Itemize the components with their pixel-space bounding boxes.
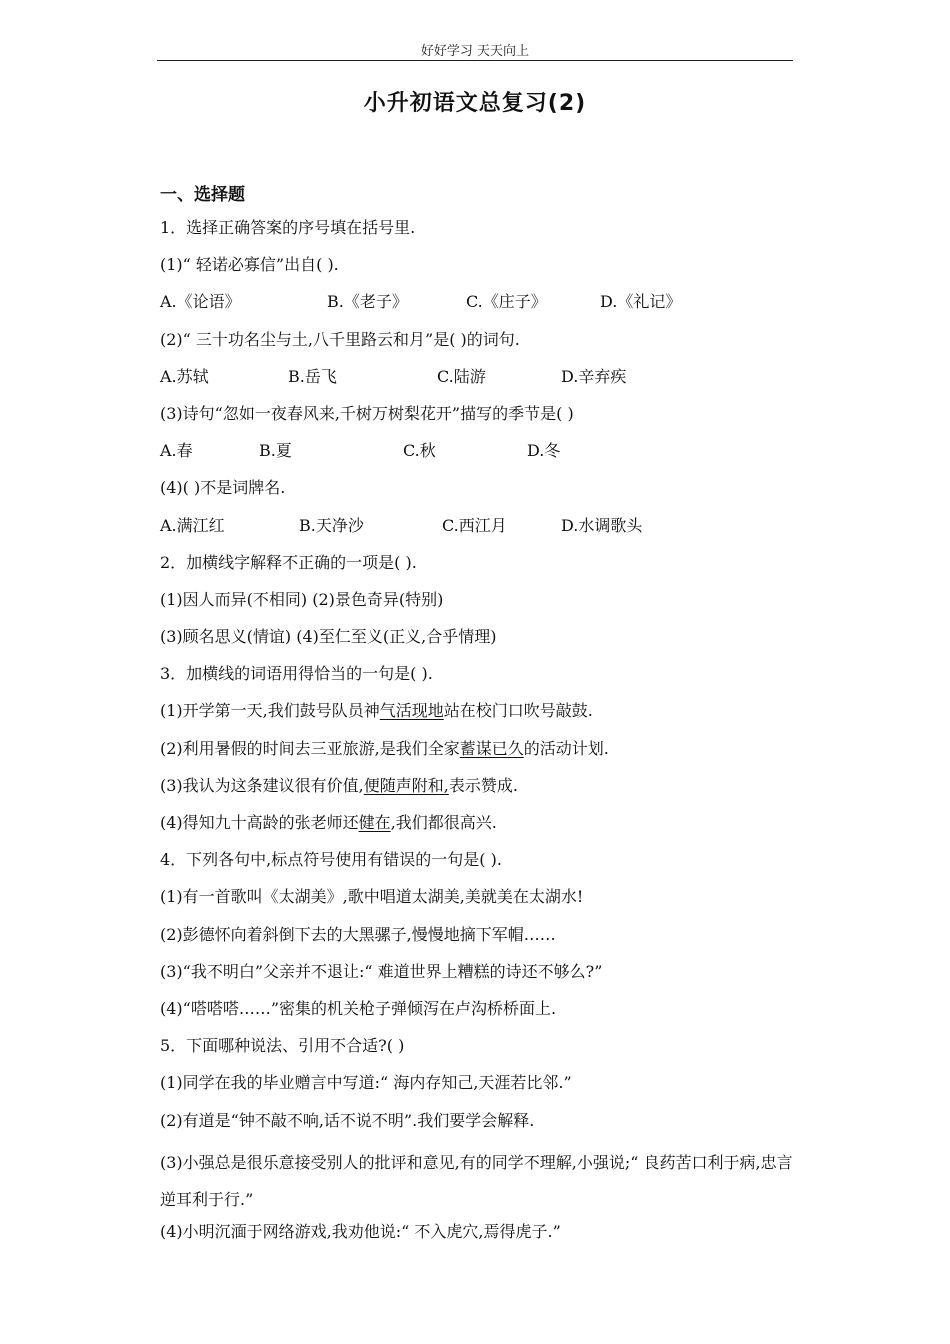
option-d: D.冬 — [527, 441, 561, 461]
sentence-text: (4)得知九十高龄的张老师还 — [160, 813, 359, 832]
option-d: D.水调歌头 — [561, 515, 643, 535]
underlined-phrase: 气活现地 — [379, 701, 444, 721]
question-4-stem: 4．下列各句中,标点符号使用有错误的一句是( ). — [160, 850, 502, 870]
option-d: D.辛弃疾 — [561, 366, 627, 386]
option-c: C.西江月 — [442, 515, 507, 535]
page-header: 好好学习 天天向上 — [420, 44, 530, 59]
sentence-text: 表示赞成. — [448, 775, 518, 795]
question-4-sub-1: (1)有一首歌叫《太湖美》,歌中唱道太湖美,美就美在太湖水! — [160, 887, 584, 907]
option-c: C.《庄子》 — [466, 292, 547, 312]
question-1-sub-3: (3)诗句“忽如一夜春风来,千树万树梨花开”描写的季节是( ) — [160, 403, 574, 423]
sentence-text: 的活动计划. — [523, 738, 609, 758]
question-list — [160, 214, 800, 1255]
option-b: B.夏 — [259, 441, 292, 461]
question-1-sub-3-options — [160, 437, 800, 474]
question-5-sub-2: (2)有道是“钟不敲不响,话不说不明”.我们要学会解释. — [160, 1110, 535, 1130]
option-a: A.苏轼 — [160, 366, 209, 386]
question-2-stem: 2．加横线字解释不正确的一项是( ). — [160, 552, 417, 572]
question-1-sub-1-options — [160, 288, 800, 325]
question-3-stem: 3．加横线的词语用得恰当的一句是( ). — [160, 664, 433, 684]
question-4-sub-4: (4)“嗒嗒嗒……”密集的机关枪子弹倾泻在卢沟桥桥面上. — [160, 998, 557, 1018]
question-5-sub-1: (1)同学在我的毕业赠言中写道:“ 海内存知己,天涯若比邻.” — [160, 1073, 572, 1093]
option-a: A.满江红 — [160, 515, 225, 535]
question-4-sub-3: (3)“我不明白”父亲并不退让:“ 难道世界上糟糕的诗还不够么?” — [160, 961, 603, 981]
question-5-sub-4: (4)小明沉湎于网络游戏,我劝他说:“ 不入虎穴,焉得虎子.” — [160, 1222, 561, 1242]
question-2-row-1: (1)因人而异(不相同) (2)景色奇异(特别) — [160, 589, 444, 609]
underlined-phrase: 蓄谋已久 — [459, 738, 524, 758]
option-b: B.《老子》 — [327, 292, 408, 312]
question-1-sub-2: (2)“ 三十功名尘与土,八千里路云和月”是( )的词句. — [160, 329, 520, 349]
question-5-stem: 5．下面哪种说法、引用不合适?( ) — [160, 1036, 405, 1056]
question-1-sub-4-options — [160, 512, 800, 549]
sentence-text: (2)利用暑假的时间去三亚旅游,是我们全家 — [160, 738, 460, 758]
sentence-text: ,我们都很高兴. — [390, 813, 497, 832]
option-d: D.《礼记》 — [600, 292, 682, 312]
sentence-text: 站在校门口吹号敲鼓. — [443, 701, 593, 721]
question-1-stem: 1．选择正确答案的序号填在括号里. — [160, 218, 416, 237]
question-3-sub-3 — [160, 772, 800, 809]
option-a: A.《论语》 — [160, 292, 241, 312]
sentence-text: (3)我认为这条建议很有价值, — [160, 775, 364, 795]
question-1-sub-1: (1)“ 轻诺必寡信”出自( ). — [160, 255, 339, 275]
question-3-sub-1 — [160, 697, 800, 734]
option-c: C.陆游 — [437, 366, 486, 386]
option-b: B.岳飞 — [288, 366, 337, 386]
underlined-phrase: 健在 — [358, 813, 391, 832]
question-5-sub-3: (3)小强总是很乐意接受别人的批评和意见,有的同学不理解,小强说;“ 良药苦口利于病,忠言逆耳利于行.” — [160, 1152, 793, 1209]
option-c: C.秋 — [403, 441, 436, 461]
underlined-phrase: 便随声附和, — [363, 775, 449, 795]
question-1-sub-4: (4)( )不是词牌名. — [160, 478, 286, 498]
header-divider — [157, 60, 793, 61]
question-3-sub-2 — [160, 735, 800, 772]
sentence-text: (1)开学第一天,我们鼓号队员神 — [160, 701, 380, 721]
question-2-row-2: (3)顾名思义(情谊) (4)至仁至义(正义,合乎情理) — [160, 627, 497, 647]
question-1-sub-2-options — [160, 363, 800, 400]
option-b: B.天净沙 — [299, 515, 364, 535]
document-title: 小升初语文总复习(2) — [363, 91, 587, 116]
question-4-sub-2: (2)彭德怀向着斜倒下去的大黑骡子,慢慢地摘下军帽…… — [160, 924, 556, 944]
option-a: A.春 — [160, 441, 193, 461]
question-3-sub-4 — [160, 809, 800, 846]
section-heading: 一、选择题 — [160, 185, 245, 205]
